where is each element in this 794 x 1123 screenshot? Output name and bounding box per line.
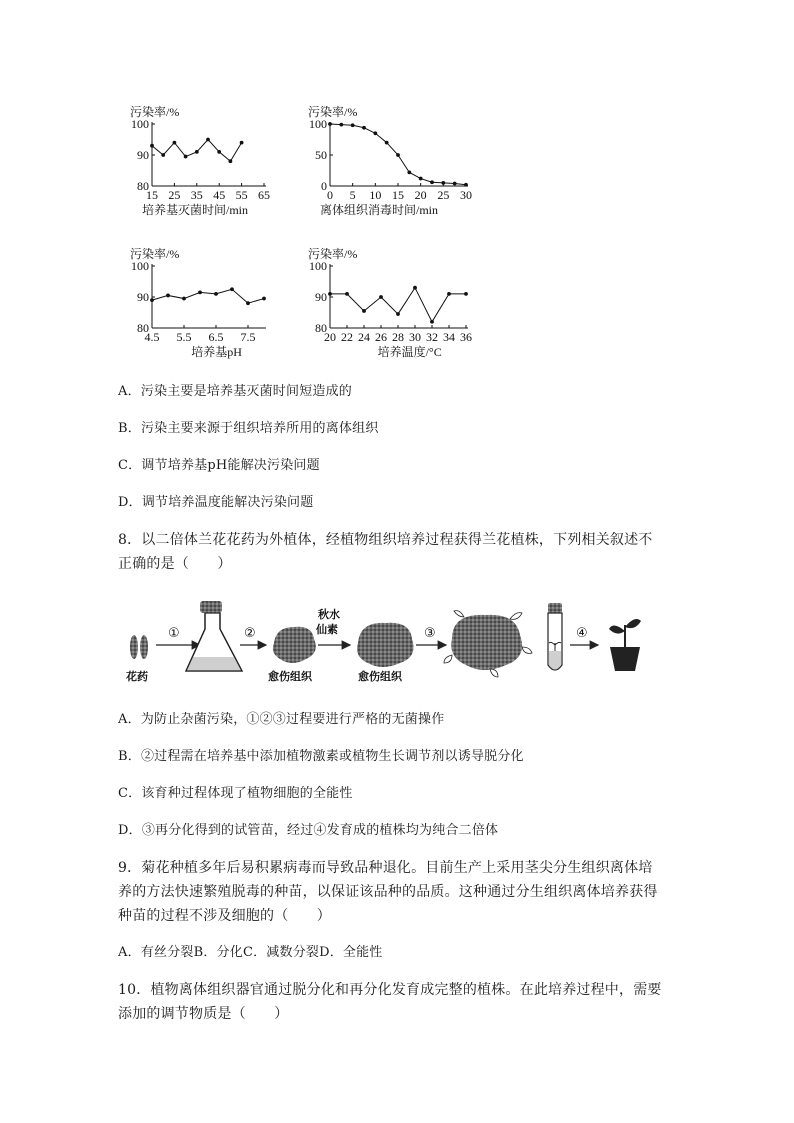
chart-series-line bbox=[330, 288, 466, 322]
chart-x-tick-label: 36 bbox=[460, 330, 472, 344]
chart-y-tick-label: 90 bbox=[315, 290, 327, 304]
tissue-culture-flow-diagram bbox=[118, 585, 678, 685]
chart-data-point bbox=[430, 180, 434, 184]
q7-option-d: D．调节培养温度能解决污染问题 bbox=[118, 495, 314, 510]
q10-stem-line-2: 添加的调节物质是（ ） bbox=[118, 1006, 289, 1022]
colchicine-label-2: 仙素 bbox=[316, 623, 338, 636]
chart-x-tick-label: 35 bbox=[190, 188, 203, 202]
q9-stem-line-2: 养的方法快速繁殖脱毒的种苗，以保证该品种的品质。这种通过分生组织离体培养获得 bbox=[118, 884, 658, 900]
chart-x-tick-label: 10 bbox=[369, 188, 382, 202]
chart-x-tick-label: 0 bbox=[327, 188, 333, 202]
chart-data-point bbox=[419, 177, 423, 181]
chart-data-point bbox=[407, 170, 411, 174]
chart-x-tick-label: 6.5 bbox=[208, 330, 224, 344]
chart-data-point bbox=[230, 287, 234, 291]
q8-option-d: D．③再分化得到的试管苗，经过④发育成的植株均为纯合二倍体 bbox=[118, 823, 499, 838]
chart-data-point bbox=[246, 301, 250, 305]
chart-ylabel: 污染率/% bbox=[130, 105, 180, 119]
chart-x-tick-label: 24 bbox=[358, 330, 370, 344]
chart-x-tick-label: 5.5 bbox=[176, 330, 192, 344]
chart-y-tick-label: 80 bbox=[137, 179, 149, 193]
chart-x-tick-label: 30 bbox=[409, 330, 421, 344]
q9-options: A．有丝分裂B．分化C．减数分裂D．全能性 bbox=[118, 945, 383, 960]
culture-flask-icon bbox=[186, 601, 242, 671]
chart-x-tick-label: 20 bbox=[324, 330, 336, 344]
chart-data-point bbox=[396, 312, 400, 316]
chart-data-point bbox=[430, 320, 434, 324]
q7-option-c: C．调节培养基pH能解决污染问题 bbox=[118, 458, 320, 473]
q7-option-a: A．污染主要是培养基灭菌时间短造成的 bbox=[118, 384, 352, 399]
chart-x-tick-label: 55 bbox=[235, 188, 248, 202]
chart-y-tick-label: 100 bbox=[131, 259, 149, 273]
chart-data-point bbox=[339, 123, 343, 127]
chart-x-tick-label: 45 bbox=[213, 188, 226, 202]
chart-y-tick-label: 100 bbox=[309, 117, 327, 131]
q7-option-b: B．污染主要来源于组织培养所用的离体组织 bbox=[118, 421, 379, 436]
q8-option-c: C．该育种过程体现了植物细胞的全能性 bbox=[118, 786, 353, 801]
chart-y-tick-label: 90 bbox=[137, 148, 149, 162]
chart-data-point bbox=[166, 294, 170, 298]
chart-data-point bbox=[206, 138, 210, 142]
chart-xlabel: 培养基pH bbox=[191, 345, 242, 359]
chart-x-tick-label: 25 bbox=[168, 188, 181, 202]
chart-y-tick-label: 100 bbox=[131, 117, 149, 131]
q8-option-b: B．②过程需在培养基中添加植物激素或植物生长调节剂以诱导脱分化 bbox=[118, 749, 524, 764]
chart-y-tick-label: 0 bbox=[321, 179, 327, 193]
callus-label-1: 愈伤组织 bbox=[268, 670, 312, 683]
q8-stem-line-1: 8．以二倍体兰花花药为外植体，经植物组织培养过程获得兰花植株，下列相关叙述不 bbox=[118, 532, 653, 548]
step-1-label: ① bbox=[168, 626, 180, 641]
chart-data-point bbox=[453, 182, 457, 186]
chart-data-point bbox=[345, 292, 349, 296]
chart-data-point bbox=[240, 141, 244, 145]
chart-x-tick-label: 15 bbox=[146, 188, 158, 202]
chart-xlabel: 培养基灭菌时间/min bbox=[142, 203, 249, 217]
step-4-label: ④ bbox=[576, 626, 588, 641]
chart-ylabel: 污染率/% bbox=[130, 247, 180, 261]
chart-x-tick-label: 15 bbox=[392, 188, 404, 202]
step-2-label: ② bbox=[244, 626, 256, 641]
chart-xlabel: 离体组织消毒时间/min bbox=[320, 203, 439, 217]
chart-sterilization-time bbox=[112, 96, 292, 224]
chart-data-point bbox=[328, 122, 332, 126]
chart-data-point bbox=[173, 141, 177, 145]
chart-medium-ph bbox=[112, 238, 292, 366]
q9-stem-line-3: 种苗的过程不涉及细胞的（ ） bbox=[118, 908, 331, 924]
chart-data-point bbox=[195, 150, 199, 154]
chart-x-tick-label: 25 bbox=[437, 188, 450, 202]
chart-x-tick-label: 5 bbox=[349, 188, 356, 202]
chart-data-point bbox=[413, 286, 417, 290]
step-3-label: ③ bbox=[424, 626, 436, 641]
callus-label-2: 愈伤组织 bbox=[358, 670, 402, 683]
chart-ylabel: 污染率/% bbox=[308, 247, 358, 261]
chart-data-point bbox=[161, 153, 165, 157]
chart-x-tick-label: 4.5 bbox=[144, 330, 160, 344]
chart-data-point bbox=[385, 141, 389, 145]
chart-x-tick-label: 22 bbox=[341, 330, 353, 344]
chart-data-point bbox=[182, 297, 186, 301]
chart-data-point bbox=[373, 131, 377, 135]
chart-x-tick-label: 65 bbox=[258, 188, 270, 202]
chart-data-point bbox=[396, 153, 400, 157]
chart-data-point bbox=[362, 309, 366, 313]
chart-data-point bbox=[217, 150, 221, 154]
chart-disinfection-time bbox=[296, 96, 496, 224]
q8-option-a: A．为防止杂菌污染，①②③过程要进行严格的无菌操作 bbox=[118, 712, 445, 727]
callus-large-icon bbox=[357, 623, 413, 667]
q10-stem-line-1: 10．植物离体组织器官通过脱分化和再分化发育成完整的植株。在此培养过程中，需要 bbox=[118, 982, 662, 998]
chart-data-point bbox=[184, 155, 188, 159]
chart-x-tick-label: 28 bbox=[392, 330, 404, 344]
chart-x-tick-label: 30 bbox=[460, 188, 472, 202]
chart-data-point bbox=[150, 298, 154, 302]
chart-x-tick-label: 7.5 bbox=[240, 330, 256, 344]
q8-stem-line-2: 正确的是（ ） bbox=[118, 556, 232, 572]
callus-with-shoots-icon bbox=[444, 611, 532, 677]
chart-y-tick-label: 100 bbox=[309, 259, 327, 273]
chart-data-point bbox=[229, 159, 233, 163]
chart-data-point bbox=[198, 290, 202, 294]
chart-data-point bbox=[464, 292, 468, 296]
colchicine-label-1: 秋水 bbox=[318, 608, 340, 621]
chart-y-tick-label: 90 bbox=[137, 290, 149, 304]
chart-data-point bbox=[441, 181, 445, 185]
chart-data-point bbox=[362, 126, 366, 130]
chart-data-point bbox=[447, 292, 451, 296]
chart-x-tick-label: 32 bbox=[426, 330, 438, 344]
chart-y-tick-label: 50 bbox=[315, 148, 327, 162]
chart-ylabel: 污染率/% bbox=[308, 105, 358, 119]
chart-x-tick-label: 20 bbox=[414, 188, 427, 202]
chart-xlabel: 培养温度/°C bbox=[377, 345, 442, 359]
q9-stem-line-1: 9．菊花种植多年后易积累病毒而导致品种退化。目前生产上采用茎尖分生组织离体培 bbox=[118, 860, 653, 876]
callus-small-icon bbox=[273, 627, 316, 663]
chart-culture-temperature bbox=[296, 238, 496, 366]
chart-x-tick-label: 26 bbox=[375, 330, 387, 344]
chart-data-point bbox=[351, 123, 355, 127]
chart-y-tick-label: 80 bbox=[137, 321, 149, 335]
chart-data-point bbox=[150, 144, 154, 148]
chart-x-tick-label: 34 bbox=[443, 330, 455, 344]
chart-data-point bbox=[262, 297, 266, 301]
test-tube-icon bbox=[548, 603, 562, 670]
anther-icon bbox=[130, 635, 148, 659]
chart-data-point bbox=[464, 183, 468, 187]
chart-data-point bbox=[328, 292, 332, 296]
potted-plant-icon bbox=[609, 619, 641, 671]
chart-data-point bbox=[379, 295, 383, 299]
chart-y-tick-label: 80 bbox=[315, 321, 327, 335]
chart-data-point bbox=[214, 292, 218, 296]
anther-label: 花药 bbox=[126, 670, 148, 683]
